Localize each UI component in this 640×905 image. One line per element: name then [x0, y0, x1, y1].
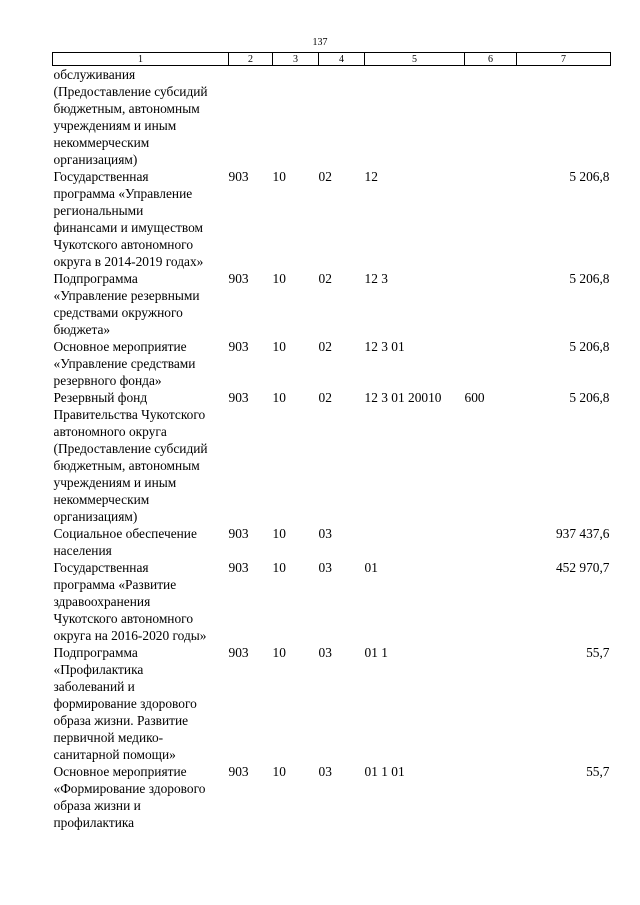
cell-subsection: 02 — [318, 169, 332, 184]
cell-expense-type — [465, 168, 517, 270]
table-row — [53, 763, 611, 831]
cell-amount: 5 206,8 — [569, 390, 610, 405]
cell-ministry: 903 — [228, 560, 249, 575]
cell-expense-type — [465, 763, 517, 831]
cell-section — [273, 66, 319, 169]
cell-expense-type — [465, 644, 517, 763]
table-row — [53, 559, 611, 644]
table-row — [53, 270, 611, 338]
cell-subsection: 03 — [318, 764, 332, 779]
row-name: Резервный фонд Правительства Чукотского автономного округа (Предоставление субсидий бюджетным, автономным учреждениям и иным некоммерческим организациям) — [53, 390, 208, 524]
cell-subsection: 02 — [318, 390, 332, 405]
cell-expense-type — [465, 525, 517, 559]
column-header: 3 — [273, 53, 319, 66]
cell-section: 10 — [272, 169, 286, 184]
cell-subsection: 03 — [318, 645, 332, 660]
cell-section: 10 — [272, 339, 286, 354]
cell-expense-type — [465, 338, 517, 389]
row-name: Подпрограмма «Управление резервными средствами окружного бюджета» — [53, 271, 200, 337]
table-row — [53, 525, 611, 559]
cell-ministry: 903 — [228, 271, 249, 286]
cell-ministry: 903 — [228, 645, 249, 660]
cell-expense-type — [465, 270, 517, 338]
row-name: Подпрограмма «Профилактика заболеваний и формирование здорового образа жизни. Развитие первичной медико- санитарной помощи» — [53, 645, 197, 762]
cell-target-article: 12 3 — [364, 271, 388, 286]
cell-amount: 5 206,8 — [569, 339, 610, 354]
cell-amount: 5 206,8 — [569, 169, 610, 184]
cell-section: 10 — [272, 390, 286, 405]
cell-ministry — [229, 66, 273, 169]
cell-subsection: 03 — [318, 560, 332, 575]
table-row — [53, 338, 611, 389]
cell-section: 10 — [272, 645, 286, 660]
table-row — [53, 168, 611, 270]
column-header: 2 — [229, 53, 273, 66]
cell-amount: 937 437,6 — [555, 526, 610, 541]
column-header: 5 — [365, 53, 465, 66]
cell-expense-type: 600 — [464, 390, 485, 405]
cell-section: 10 — [272, 526, 286, 541]
cell-target-article: 01 — [364, 560, 378, 575]
cell-expense-type — [465, 559, 517, 644]
cell-target-article — [365, 525, 465, 559]
cell-section: 10 — [272, 560, 286, 575]
cell-subsection — [319, 66, 365, 169]
cell-target-article: 01 1 — [364, 645, 388, 660]
cell-amount: 452 970,7 — [555, 560, 610, 575]
row-name: Государственная программа «Управление региональными финансами и имуществом Чукотского автономного округа в 2014-2019 годах» — [53, 169, 204, 269]
column-header: 1 — [53, 53, 229, 66]
cell-ministry: 903 — [228, 526, 249, 541]
cell-ministry: 903 — [228, 390, 249, 405]
cell-amount — [517, 66, 611, 169]
row-name: Социальное обеспечение населения — [53, 526, 197, 558]
row-name: Основное мероприятие «Управление средствами резервного фонда» — [53, 339, 196, 388]
cell-section: 10 — [272, 764, 286, 779]
cell-target-article: 12 3 01 — [364, 339, 405, 354]
table-row — [53, 66, 611, 169]
row-name: обслуживания (Предоставление субсидий бюджетным, автономным учреждениям и иным некоммерческим организациям) — [53, 67, 208, 167]
row-name: Основное мероприятие «Формирование здорового образа жизни и профилактика — [53, 764, 206, 830]
cell-subsection: 02 — [318, 339, 332, 354]
column-header: 6 — [465, 53, 517, 66]
cell-ministry: 903 — [228, 764, 249, 779]
budget-table — [52, 52, 611, 831]
cell-target-article — [365, 66, 465, 169]
cell-amount: 55,7 — [586, 645, 610, 660]
cell-subsection: 03 — [318, 526, 332, 541]
cell-ministry: 903 — [228, 339, 249, 354]
cell-target-article: 12 3 01 20010 — [364, 390, 442, 405]
table-row — [53, 644, 611, 763]
table-row — [53, 389, 611, 525]
row-name: Государственная программа «Развитие здравоохранения Чукотского автономного округа на 2016-2020 годы» — [53, 560, 207, 643]
cell-ministry: 903 — [228, 169, 249, 184]
cell-target-article: 01 1 01 — [364, 764, 405, 779]
cell-section: 10 — [272, 271, 286, 286]
cell-amount: 55,7 — [586, 764, 610, 779]
cell-amount: 5 206,8 — [569, 271, 610, 286]
cell-expense-type — [465, 66, 517, 169]
cell-target-article: 12 — [364, 169, 378, 184]
header-row — [53, 53, 611, 66]
page-number: 137 — [312, 37, 328, 48]
column-header: 4 — [319, 53, 365, 66]
column-header: 7 — [517, 53, 611, 66]
cell-subsection: 02 — [318, 271, 332, 286]
